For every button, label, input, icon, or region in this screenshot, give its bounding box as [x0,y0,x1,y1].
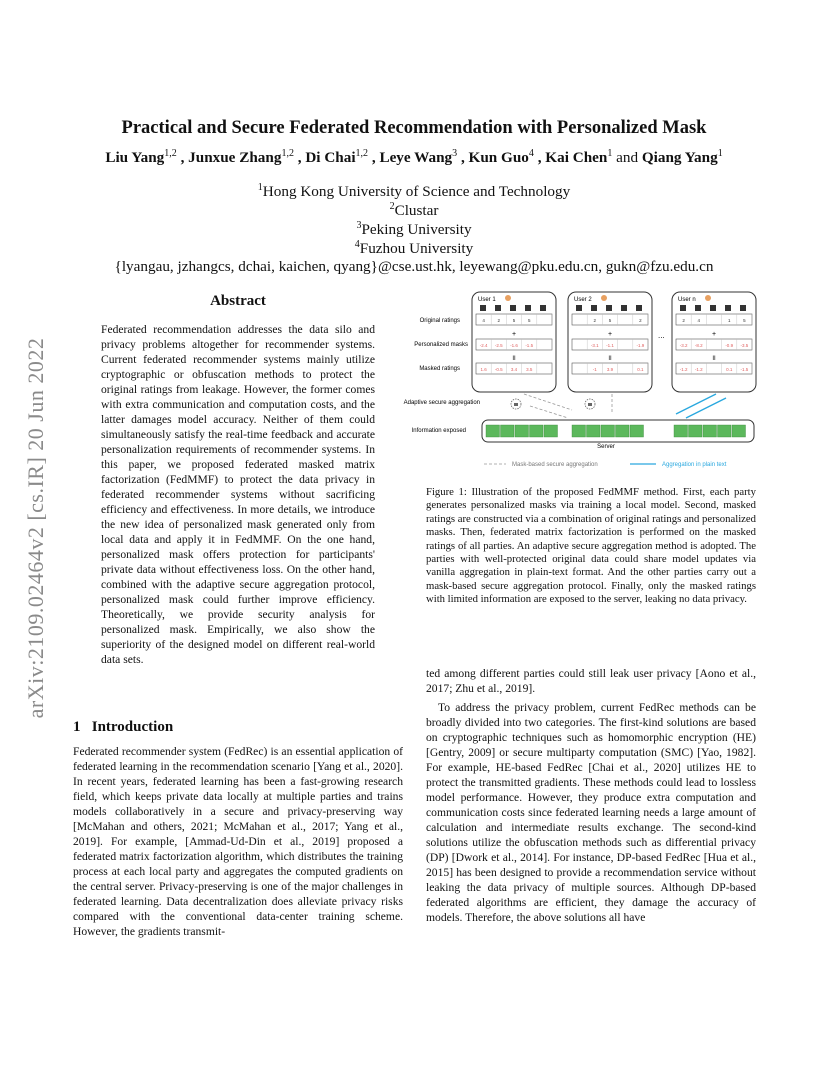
row-label: Original ratings [419,318,460,324]
rating-cell: -2.5 [494,343,503,348]
rating-cell: -0.5 [494,367,503,372]
lock-icon [585,399,595,409]
author: Kai Chen$^1$ [545,148,613,167]
exposed-cell [501,425,515,437]
user-name: User n [678,297,696,303]
abstract-heading: Abstract [210,293,266,309]
rating-cell: -1.2 [679,367,688,372]
rating-cell: -1.5 [525,343,534,348]
row-label: Personalized masks [414,342,468,348]
exposed-cell [530,425,544,437]
figure-caption: Figure 1: Illustration of the proposed FedMMF method. First, each party generates personalized masks via training a local model. Second, masked ratings are constructed via a combination of original ratings and personalized masks. Then, federated matrix factorization is performed on the masked ratings of all parties. An adaptive secure aggregation method is adopted. The parties with well-protected original data could share model updates via vanilla aggregation in plain-text format. And the other parties carry out a mask-based secure aggregation protocol. Finally, only the masked ratings with limited information are exposed to the server, leaking no data privacy. [426,486,757,606]
user-avatar-icon [601,295,607,301]
rating-cell: -3.2 [679,343,688,348]
rating-cell: 2 [682,318,685,323]
author: Qiang Yang$^1$ [641,148,723,167]
rating-cell: -1.2 [694,367,703,372]
plus-sign: + [511,331,517,338]
author: Junxue Zhang$^{1,2}$ [188,148,294,167]
user-avatar-icon [505,295,511,301]
abstract-text: Federated recommendation addresses the data silo and privacy problems altogether for recommender systems. Current federated recommender systems mainly utilize cryptographic or obfuscation methods to protect the original ratings from leakage. However, the former comes with extra communication and computation costs, and the latter damages model accuracy. Neither of them could simultaneously satisfy the real-time feedback and accurate personalization requirements of recommender systems. In this paper, we proposed federated masked matrix factorization (FedMMF) to protect the data privacy in federated recommender systems without sacrificing efficiency and effectiveness. In more details, we introduce the new idea of personalized mask generated only from local data and apply it in FedMMF. On the one hand, personalized mask offers protection for participants' private data without effectiveness loss. On the other hand, combined with the adaptive secure aggregation protocol, personalized mask could further improve efficiency. Theoretically, we provide security analysis for personalized mask. Empirically, we also show the superiority of the designed model on different real-world data sets. [101,323,375,666]
rating-cell: 0.1 [637,367,644,372]
rating-cell: 2 [639,318,642,323]
exposed-cell [544,425,558,437]
intro-paragraph-2: To address the privacy problem, current FedRec methods can be broadly divided into two categories. The first-kind solutions are based on cryptographic techniques such as homomorphic encryption (HE) [Gentry, 2009] or secure multiparty computation (SMC) [Yao, 1982]. For example, HE-based FedRec [Chai et al., 2020] utilizes HE to protect the transmitted gradients. These methods could lead to lossless model performance. However, they produce extra computation and communication costs since federated learning needs a large amount of calculation and intermediate results exchange. The second-kind solutions utilize the obfuscation methods such as differential privacy (DP) [Dwork et al., 2014]. For instance, DP-based FedRec [Hua et al., 2015] has been designed to provide a recommendation service without leaking the data privacy of multiple sources. Although DP-based federated algorithms are efficient, they damage the accuracy of models. Therefore, the above solutions all have [426,701,756,924]
equals-sign: II [608,356,612,362]
intro-paragraph-1: Federated recommender system (FedRec) is an essential application of federated learning in the recommendation scenario [Yang et al., 2020]. In recent years, federated learning has been a fast-growing research field, which keeps private data locally at multiple parties and trains models collaboratively in a secure and privacy-preserving way [McMahan and others, 2021; McMahan et al., 2017; Yang et al., 2019]. For example, [Ammad-Ud-Din et al., 2019] proposed a federated matrix factorization algorithm, which distributes the training process at each local party and aggregates the computed gradients on the central server. Privacy-preserving is one of the major challenges in federated learning. Data decentralization does alleviate privacy risks compared with the conventional data-center training scheme. However, the gradients transmit- [73,745,403,938]
rating-cell: 5 [512,318,516,323]
rating-cell: -1.6 [510,343,518,348]
rating-cell: 5 [527,318,531,323]
rating-cell: -1 [592,367,597,372]
rating-cell: 4 [697,318,701,323]
rating-cell: -0.9 [725,343,734,348]
item-icon [710,305,716,311]
user-panel [568,292,652,392]
item-icon [540,305,546,311]
item-icon [576,305,582,311]
intro-paragraph-1-continued: ted among different parties could still leak user privacy [Aono et al., 2017; Zhu et al., 2019]. [426,667,756,695]
mask-arrow [530,406,568,418]
exposed-cell [515,425,529,437]
server-label: Server [597,444,615,450]
exposed-cell [572,425,586,437]
rating-row [676,314,752,325]
plain-arrow [686,398,726,418]
user-name: User 1 [478,297,496,303]
exposed-cell [616,425,630,437]
paper-title: Practical and Secure Federated Recommendation with Personalized Mask [121,118,707,138]
exposed-cell [630,425,644,437]
rating-cell: -3.1 [590,343,599,348]
author: Leye Wang$^3$ [379,148,458,167]
rating-cell: 5 [608,318,612,323]
rating-cell: -3.5 [740,343,749,348]
equals-sign: II [712,356,716,362]
plus-sign: + [607,331,613,338]
item-icon [636,305,642,311]
affiliation: $^4$Fuzhou University [354,239,474,258]
legend-mask-label: Mask-based secure aggregation [512,462,598,468]
item-icon [591,305,597,311]
rating-cell: -8.2 [694,343,703,348]
user-panel [472,292,556,392]
affiliation: $^1$Hong Kong University of Science and Technology [257,182,571,201]
rating-cell: 3.5 [526,367,533,372]
rating-cell: 1 [727,318,731,323]
ellipsis-label: ... [658,331,665,340]
plus-sign: + [711,331,717,338]
rating-cell: -1.5 [740,367,749,372]
equals-sign: II [512,356,516,362]
exposed-cell [486,425,500,437]
user-avatar-icon [705,295,711,301]
item-icon [510,305,516,311]
item-icon [606,305,612,311]
exposed-cell [674,425,688,437]
item-icon [725,305,731,311]
affiliation: $^3$Peking University [356,220,472,239]
item-icon [740,305,746,311]
row-label: Information exposed [411,428,466,434]
rating-cell: 5 [743,318,746,323]
rating-cell: 3.9 [606,367,614,372]
arxiv-stamp: arXiv:2109.02464v2 [cs.IR] 20 Jun 2022 [23,337,48,719]
exposed-cell [587,425,601,437]
rating-cell: -2.4 [479,343,488,348]
item-icon [680,305,686,311]
item-icon [525,305,531,311]
author-list: Liu Yang$^{1,2}$ , Junxue Zhang$^{1,2}$ , Di Chai$^{1,2}$ , Leye Wang$^3$ , Kun Guo$^4$ , Kai Chen$^1$ and Qiang Yang$^1$ [105,148,723,167]
author: Kun Guo$^4$ [468,148,534,167]
plain-arrow [676,394,716,414]
affiliation: $^2$Clustar [389,201,439,220]
exposed-cell [732,425,746,437]
exposed-cell [718,425,732,437]
rating-cell: 2 [497,318,501,323]
rating-cell: 0.1 [726,367,733,372]
user-name: User 2 [574,297,592,303]
user-panel [672,292,756,392]
section-heading: 1 Introduction [73,719,174,735]
exposed-cell [703,425,717,437]
item-icon [621,305,627,311]
lock-icon [511,399,521,409]
rating-cell: 2 [593,318,597,323]
row-label: Adaptive secure aggregation [403,400,480,406]
exposed-info [486,425,746,437]
rating-cell: 3.4 [510,367,518,372]
rating-cell: 1.6 [480,367,487,372]
item-icon [480,305,486,311]
legend-plain-label: Aggregation in plain text [662,462,727,468]
author: Di Chai$^{1,2}$ [305,148,369,167]
exposed-cell [601,425,615,437]
mask-arrow [524,394,572,410]
fedmmf-diagram [403,288,760,476]
rating-cell: -1.9 [636,343,645,348]
author: Liu Yang$^{1,2}$ [105,148,177,167]
figure-1 [403,288,760,476]
rating-cell: -1.1 [606,343,614,348]
item-icon [695,305,701,311]
rating-cell: 4 [482,318,485,323]
exposed-cell [689,425,703,437]
author-emails: {lyangau, jzhangcs, dchai, kaichen, qyang}@cse.ust.hk, leyewang@pku.edu.cn, gukn@fzu.edu.cn [114,258,714,275]
row-label: Masked ratings [419,366,460,372]
item-icon [495,305,501,311]
